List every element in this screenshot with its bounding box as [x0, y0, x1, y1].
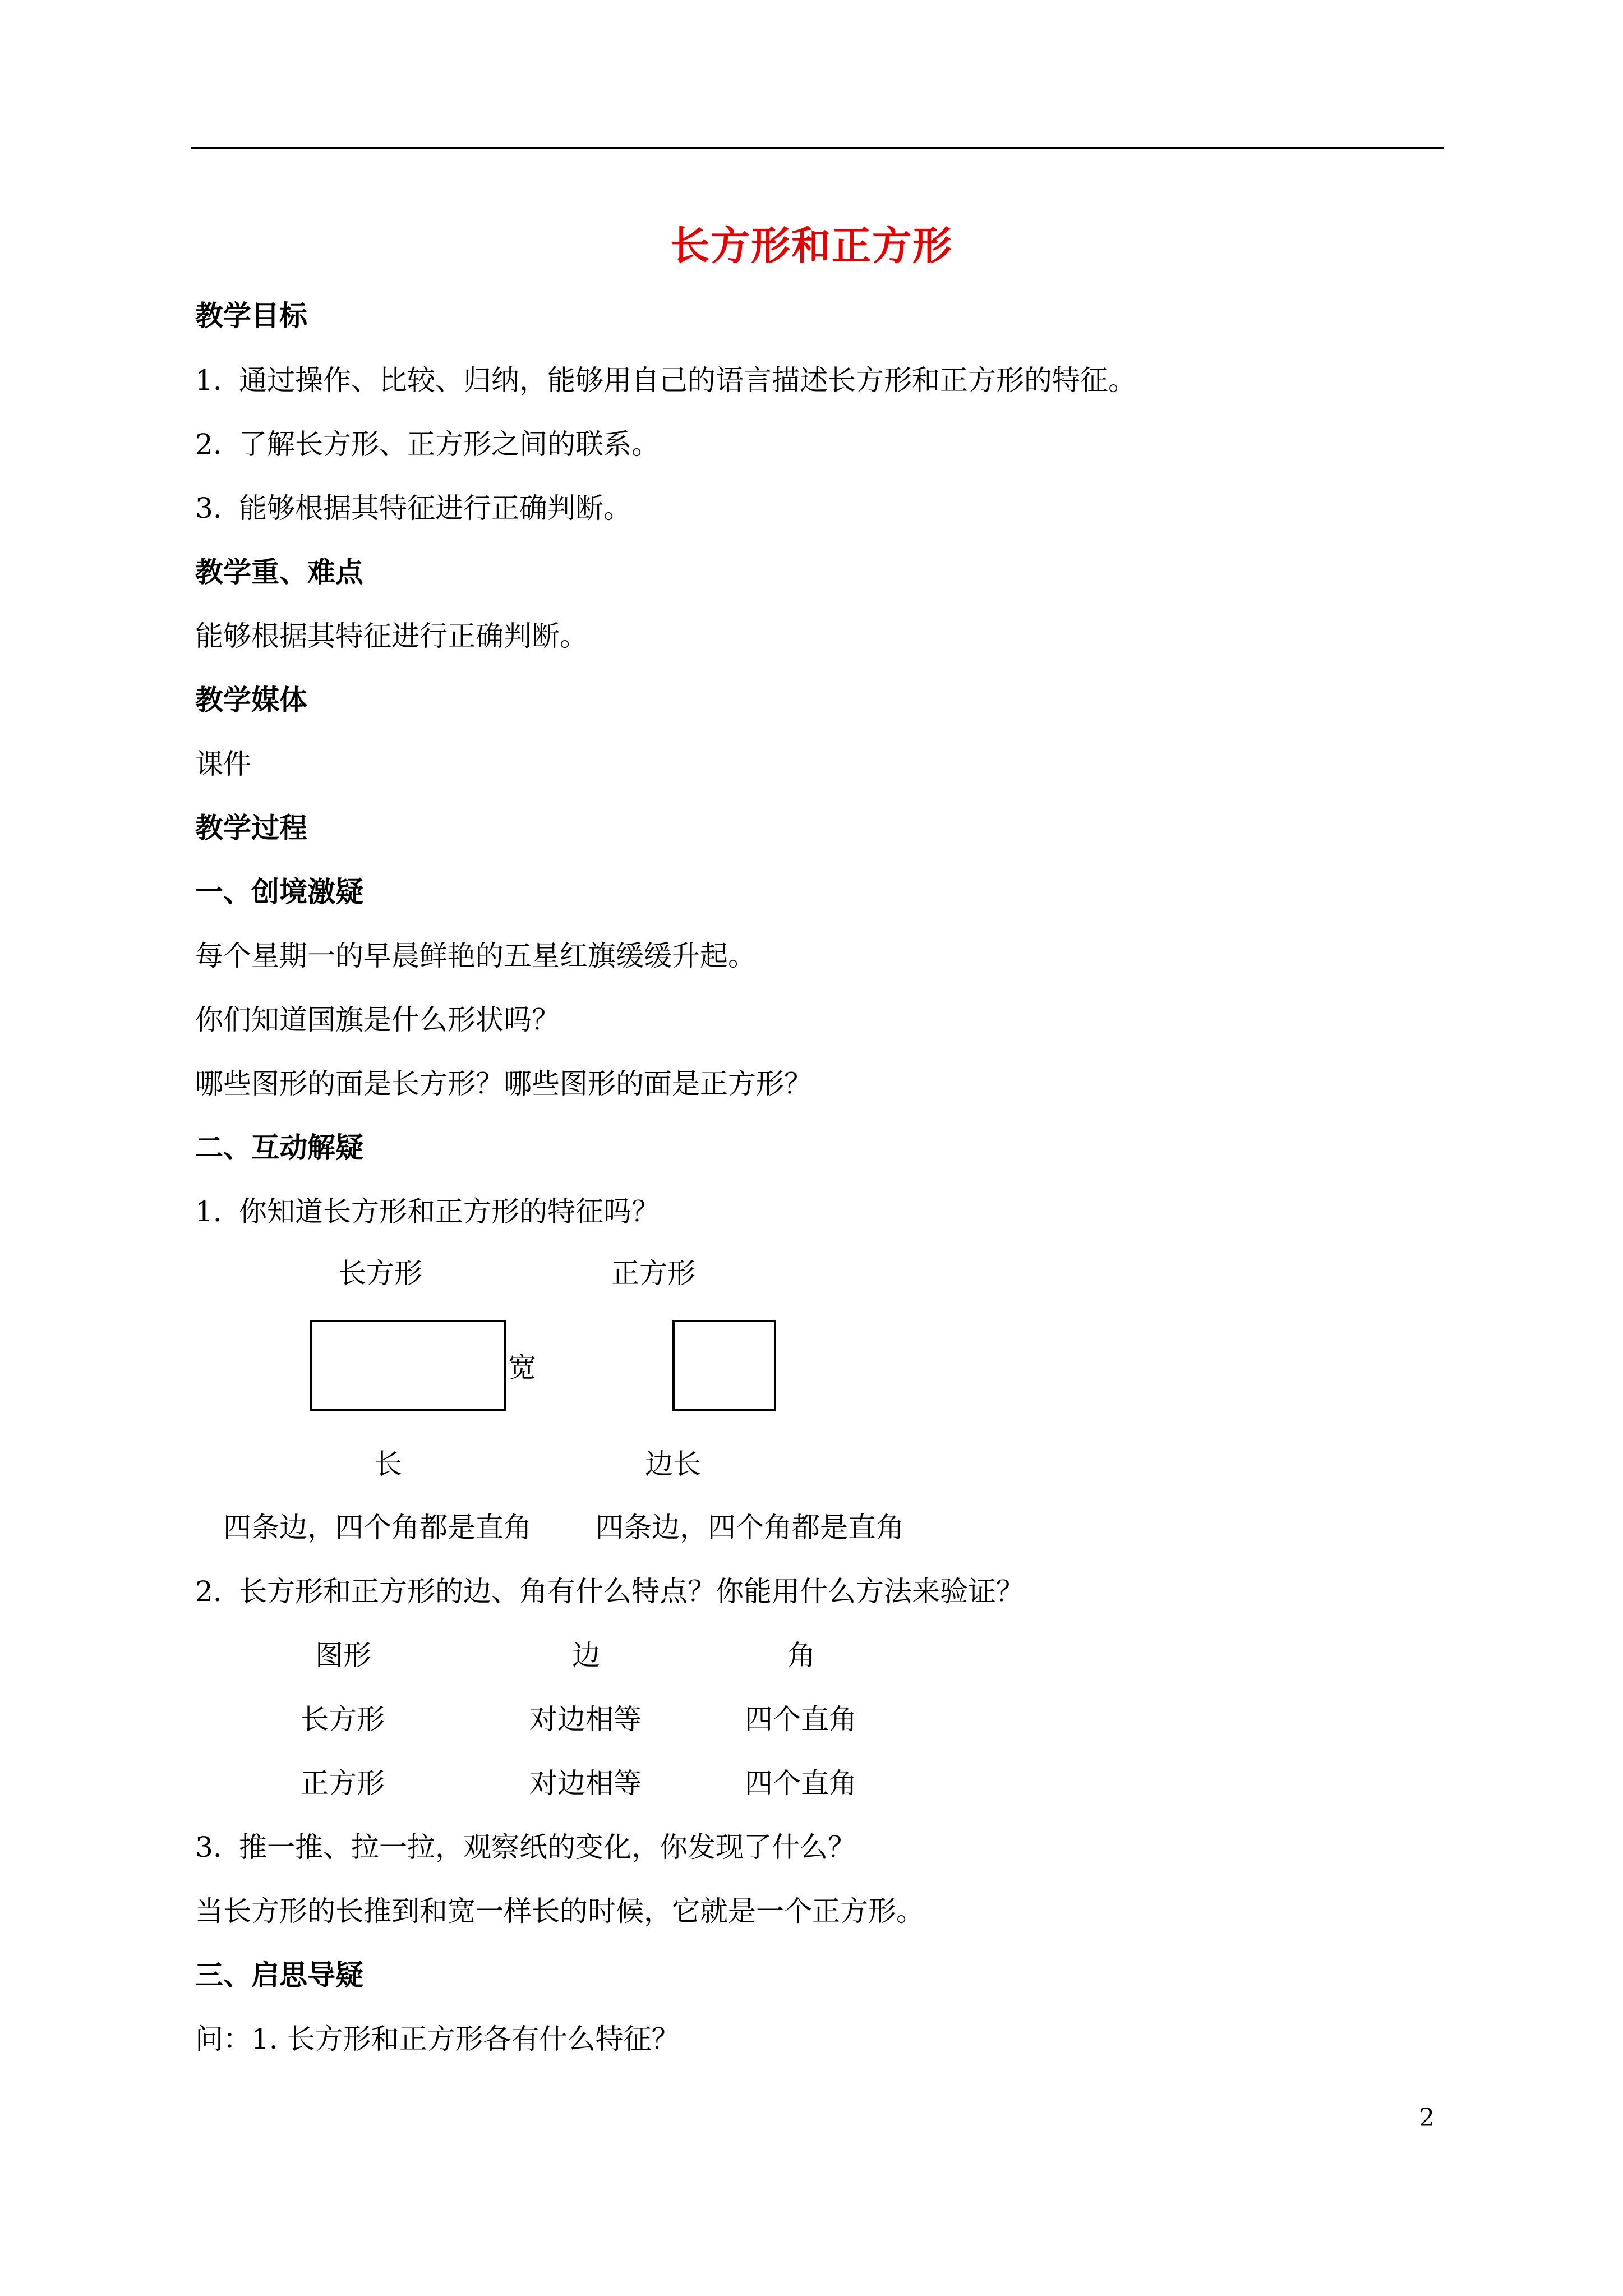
media-heading: 教学媒体 [195, 683, 307, 716]
goal-3 [195, 491, 631, 525]
table-row-1-angle: 四个直角 [745, 1703, 857, 1736]
rectangle-label: 长方形 [338, 1257, 422, 1290]
question-3 [195, 1830, 856, 1864]
question-3-answer: 当长方形的长推到和宽一样长的时候，它就是一个正方形。 [195, 1895, 924, 1927]
table-header-side: 边 [572, 1639, 600, 1672]
goal-1-text: 通过操作、比较、归纳，能够用自己的语言描述长方形和正方形的特征。 [239, 364, 1136, 397]
square-side-label: 边长 [645, 1448, 701, 1480]
rectangle-shape [310, 1320, 506, 1411]
question-1-number: 1. [195, 1195, 222, 1228]
key-difficulty-heading: 教学重、难点 [195, 555, 363, 588]
page-number: 2 [1419, 2104, 1435, 2132]
part-2-heading: 二、互动解疑 [195, 1131, 363, 1164]
ask-line: 问：1. 长方形和正方形各有什么特征？ [195, 2023, 680, 2055]
table-header-shape: 图形 [315, 1639, 371, 1672]
table-row-1-shape: 长方形 [301, 1703, 385, 1736]
question-1-text: 你知道长方形和正方形的特征吗？ [239, 1195, 660, 1228]
square-label: 正方形 [611, 1257, 695, 1290]
question-2-text: 长方形和正方形的边、角有什么特点？你能用什么方法来验证？ [239, 1575, 1024, 1608]
square-shape [672, 1320, 776, 1411]
table-row-1-side: 对边相等 [529, 1703, 642, 1736]
part-1-paragraph-2: 你们知道国旗是什么形状吗？ [195, 1004, 560, 1036]
media-text: 课件 [195, 748, 251, 780]
rectangle-length-label: 长 [374, 1448, 402, 1480]
rectangle-description: 四条边，四个角都是直角 [223, 1511, 532, 1544]
part-1-paragraph-1: 每个星期一的早晨鲜艳的五星红旗缓缓升起。 [195, 940, 756, 972]
part-3-heading: 三、启思导疑 [195, 1958, 363, 1991]
table-header-angle: 角 [787, 1639, 815, 1672]
header-rule [191, 147, 1444, 149]
goal-1 [195, 364, 1136, 397]
goal-2-text: 了解长方形、正方形之间的联系。 [239, 428, 660, 461]
document-title: 长方形和正方形 [670, 222, 953, 269]
question-3-text: 推一推、拉一拉，观察纸的变化，你发现了什么？ [239, 1831, 856, 1864]
table-row-2-side: 对边相等 [529, 1767, 642, 1800]
part-1-paragraph-3: 哪些图形的面是长方形？哪些图形的面是正方形？ [195, 1068, 812, 1100]
goals-heading: 教学目标 [195, 299, 307, 332]
goal-2-number: 2. [195, 428, 222, 461]
goal-2 [195, 427, 660, 461]
goal-1-number: 1. [195, 364, 222, 397]
question-3-number: 3. [195, 1831, 222, 1864]
question-2 [195, 1575, 1024, 1608]
table-row-2-angle: 四个直角 [745, 1767, 857, 1800]
goal-3-number: 3. [195, 492, 222, 524]
goal-3-text: 能够根据其特征进行正确判断。 [239, 492, 631, 524]
table-row-2-shape: 正方形 [301, 1767, 385, 1800]
square-description: 四条边，四个角都是直角 [596, 1511, 904, 1544]
part-1-heading: 一、创境激疑 [195, 875, 363, 908]
process-heading: 教学过程 [195, 811, 307, 844]
question-2-number: 2. [195, 1575, 222, 1608]
rectangle-width-label: 宽 [508, 1351, 536, 1384]
question-1 [195, 1195, 660, 1228]
key-difficulty-text: 能够根据其特征进行正确判断。 [195, 620, 588, 652]
